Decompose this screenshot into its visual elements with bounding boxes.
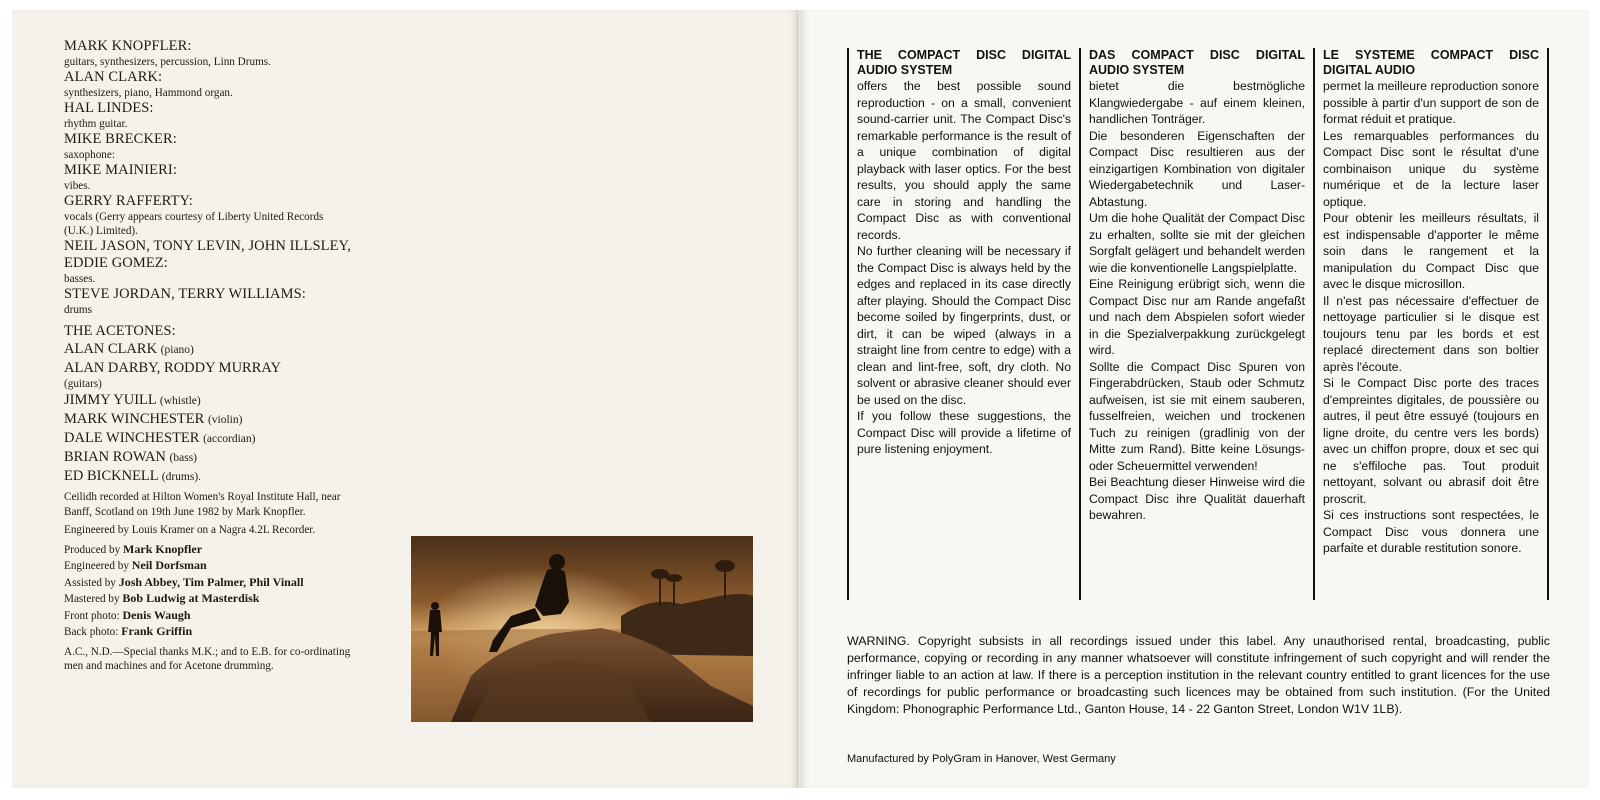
production-person: Denis Waugh	[122, 607, 191, 622]
production-line	[64, 608, 354, 625]
manufacturer-note: Manufactured by PolyGram in Hanover, West Germany	[847, 753, 1116, 765]
column-paragraph: bietet die bestmögliche Klangwiedergabe - auf einem kleinen, handlichen Tonträger.	[1089, 79, 1305, 126]
column-paragraph: Si ces instructions sont respectées, le Compact Disc vous donnera une parfaite et durable restitution sonore.	[1323, 508, 1539, 555]
credit-name: MIKE BRECKER:	[64, 131, 177, 147]
credit-name: ALAN CLARK:	[64, 69, 163, 85]
column-paragraph: Bei Beachtung dieser Hinweise wird die Compact Disc ihre Qualität dauerhaft bewahren.	[1089, 475, 1305, 522]
production-person: Frank Griffin	[121, 624, 193, 638]
production-credits	[64, 542, 354, 641]
copyright-warning: WARNING. Copyright subsists in all recordings issued under this label. Any unauthorised rental, broadcasting, public performance, copying or recording in any manner whatsoever will constitute infringement of such copyright and will render the infringer liable to an action at law. If there is a perception institution in the relevant country entitled to grant licences for the use of recordings for public performance or broadcasting such licences may be obtained from such institution. (For the United Kingdom: Phonographic Performance Ltd., Ganton House, 14 - 22 Ganton Street, London W1V 1LB).	[847, 634, 1550, 716]
column-paragraph: Les remarquables performances du Compact Disc sont le résultat d'une combinaison unique du système numérique et de la lecture laser optique.	[1323, 128, 1539, 209]
production-line	[64, 591, 354, 608]
acetones-member	[64, 359, 354, 377]
production-label: Assisted by	[64, 576, 119, 589]
member-role: (piano)	[160, 344, 194, 356]
credit-name: MARK KNOPFLER:	[64, 38, 192, 54]
member-role: (drums).	[161, 471, 202, 483]
production-label: Engineered by	[64, 560, 132, 572]
photo-image	[411, 536, 753, 722]
column-paragraph: Um die hohe Qualität der Compact Disc zu erhalten, sollte sie mit der gleichen Sorgfalt gelägert und behandelt werden wie die konventionelle Langspielplatte.	[1089, 211, 1305, 275]
credit-role: basses.	[64, 273, 96, 285]
member-name: MARK WINCHESTER	[64, 411, 205, 427]
recording-note: Ceilidh recorded at Hilton Women's Royal Institute Hall, near Banff, Scotland on 19th June 1982 by Mark Knopfler.	[64, 491, 341, 518]
acetones-member	[64, 340, 354, 359]
member-role: (violin)	[207, 414, 243, 426]
member-name: ED BICKNELL	[64, 468, 159, 484]
column-paragraph: Sollte die Compact Disc Spuren von Fingerabdrücken, Staub oder Schmutz aufweisen, ist sie mit einem sauberen, fusselfreien, weichen und trockenen Tuch zu reinigen (gradlinig von der Mitte zum Rand). Bitte keine Lösungs- oder Scheuermittel verwenden!	[1089, 359, 1305, 473]
member-role: (bass)	[169, 452, 197, 464]
column-paragraph: If you follow these suggestions, the Compact Disc will provide a lifetime of pure listening enjoyment.	[857, 409, 1071, 456]
acetones-member	[64, 429, 354, 448]
column-paragraph: Die besonderen Eigenschaften der Compact Disc resultieren aus der einzigartigen Kombination von digitaler Wiedergabetechnik und Laser-Abtastung.	[1089, 128, 1305, 209]
production-line	[64, 624, 354, 641]
credit-role: vocals (Gerry appears courtesy of Liberty United Records (U.K.) Limited).	[64, 211, 324, 237]
member-role: (guitars)	[64, 378, 102, 390]
production-label: Back photo:	[64, 626, 122, 638]
column-title: LE SYSTEME COMPACT DISC DIGITAL AUDIO	[1323, 48, 1539, 77]
credit-name: GERRY RAFFERTY:	[64, 193, 193, 209]
column-paragraph: No further cleaning will be necessary if the Compact Disc is always held by the edges and replaced in its case directly after playing. Should the Compact Disc become soiled by fingerprints, dust, or dirt, it can be wiped (always in a straight line from centre to edge) with a clean and lint-free, soft, dry cloth. No solvent or abrasive cleaner should ever be used on the disc.	[857, 244, 1071, 407]
acetones-member	[64, 448, 354, 467]
credit-name: STEVE JORDAN, TERRY WILLIAMS:	[64, 286, 306, 302]
production-person: Mark Knopfler	[123, 541, 203, 556]
credit-name: MIKE MAINIERI:	[64, 162, 177, 178]
column-paragraph: Il n'est pas nécessaire d'effectuer de nettoyage particulier si le disque est toujours tenu par les bords et est replacé directement dans son boltier après l'écoute.	[1323, 293, 1539, 374]
german-column	[1079, 48, 1311, 600]
sunset-photo	[411, 536, 753, 722]
column-paragraph: Eine Reinigung erübrigt sich, wenn die Compact Disc nur am Rande angefaßt und nach dem Abspielen sofort wieder in die Spezialverpakkung zurückgelegt wird.	[1089, 277, 1305, 357]
production-label: Front photo:	[64, 609, 123, 622]
production-line	[64, 575, 354, 592]
production-person: Josh Abbey, Tim Palmer, Phil Vinall	[118, 574, 304, 589]
credit-role: drums	[64, 304, 92, 316]
credit-role: rhythm guitar.	[64, 118, 128, 130]
credit-role: saxophone:	[64, 149, 115, 161]
column-title: DAS COMPACT DISC DIGITAL AUDIO SYSTEM	[1089, 48, 1305, 77]
credit-name: HAL LINDES:	[64, 100, 154, 116]
recording-notes	[64, 490, 354, 538]
production-label: Produced by	[64, 543, 124, 556]
credit-name: NEIL JASON, TONY LEVIN, JOHN ILLSLEY, EDDIE GOMEZ:	[64, 238, 351, 271]
acetones-member	[64, 391, 354, 410]
credit-role: synthesizers, piano, Hammond organ.	[64, 87, 233, 99]
member-role: (whistle)	[159, 395, 201, 407]
member-name: DALE WINCHESTER	[64, 430, 200, 446]
column-paragraph: Pour obtenir les meilleurs résultats, il est indispensable d'apporter le même soin dans le rangement et la manipulation du Compact Disc que avec le disque microsillon.	[1323, 211, 1539, 291]
production-line	[64, 542, 354, 559]
column-paragraph: permet la meilleure reproduction sonore possible à partir d'un support de son de format réduit et pratique.	[1323, 79, 1539, 126]
recording-note: Engineered by Louis Kramer on a Nagra 4.2L Recorder.	[64, 524, 316, 536]
column-paragraph: offers the best possible sound reproduction - on a small, convenient sound-carrier unit. The Compact Disc's remarkable performance is the result of a unique combination of digital playback with laser optics. For the best results, you should apply the same care in storing and handling the Compact Disc as with conventional records.	[857, 79, 1071, 242]
credit-role: guitars, synthesizers, percussion, Linn Drums.	[64, 56, 271, 68]
english-column	[847, 48, 1077, 600]
column-paragraph: Si le Compact Disc porte des traces d'empreintes digitales, de poussière ou autres, il peut être essuyé (toujours en ligne droite, du centre vers les bords) avec un chiffon propre, doux et sec qui ne s'effiloche pas. Tout produit nettoyant, solvant ou abrasif doit être proscrit.	[1323, 376, 1539, 506]
member-name: JIMMY YUILL	[64, 392, 157, 408]
member-name: ALAN DARBY, RODDY MURRAY	[64, 360, 281, 376]
french-column	[1313, 48, 1549, 600]
production-person: Neil Dorfsman	[131, 558, 207, 572]
production-label: Mastered by	[64, 593, 123, 605]
production-line	[64, 558, 354, 575]
credit-role: vibes.	[64, 180, 91, 192]
member-name: ALAN CLARK	[64, 341, 158, 357]
thanks-note: A.C., N.D.—Special thanks M.K.; and to E.B. for co-ordinating men and machines and for Acetone drumming.	[64, 645, 351, 672]
production-person: Bob Ludwig at Masterdisk	[122, 591, 260, 605]
member-role: (accordian)	[203, 433, 256, 445]
column-title: THE COMPACT DISC DIGITAL AUDIO SYSTEM	[857, 48, 1071, 77]
acetones-member	[64, 410, 354, 429]
acetones-member	[64, 467, 354, 486]
acetones-heading: THE ACETONES:	[64, 323, 176, 339]
member-name: BRIAN ROWAN	[64, 449, 166, 465]
credits-section	[64, 38, 354, 674]
